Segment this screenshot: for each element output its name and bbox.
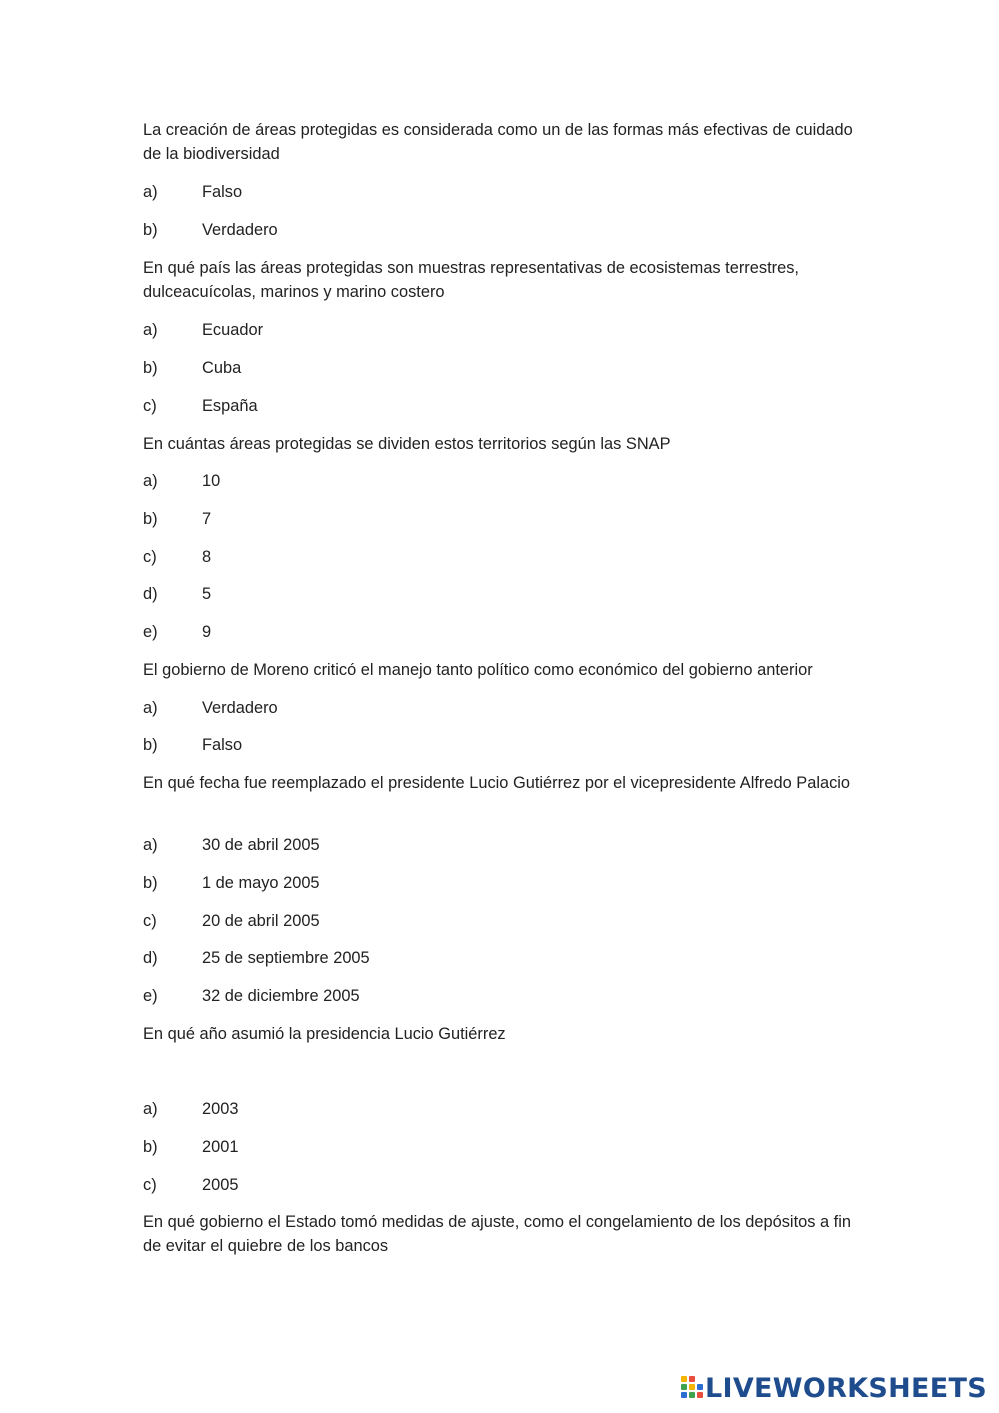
- option-letter: e): [143, 987, 158, 1005]
- question-6-option-c[interactable]: [143, 1173, 863, 1197]
- option-letter: d): [143, 585, 158, 603]
- option-text: 2005: [202, 1176, 239, 1194]
- question-3-text: En cuántas áreas protegidas se dividen estos territorios según las SNAP: [143, 435, 671, 453]
- option-text: 7: [202, 510, 212, 528]
- option-letter: b): [143, 736, 158, 754]
- option-letter: e): [143, 623, 158, 641]
- question-4-option-a[interactable]: [143, 696, 863, 720]
- option-letter: a): [143, 836, 158, 854]
- question-3-option-e[interactable]: [143, 620, 863, 644]
- option-text: 30 de abril 2005: [202, 836, 320, 854]
- option-text: Verdadero: [202, 699, 278, 717]
- option-text: Ecuador: [202, 321, 264, 339]
- option-text: Falso: [202, 736, 243, 754]
- question-3-option-a[interactable]: [143, 469, 863, 493]
- question-2-text: En qué país las áreas protegidas son muestras representativas de ecosistemas terrestres, dulceacuícolas, marinos y marino costero: [143, 259, 799, 301]
- option-letter: d): [143, 949, 158, 967]
- option-letter: c): [143, 1176, 157, 1194]
- question-5-option-b[interactable]: [143, 871, 863, 895]
- question-5-option-e[interactable]: [143, 984, 863, 1008]
- question-5-option-d[interactable]: [143, 946, 863, 970]
- question-2-option-a[interactable]: [143, 318, 863, 342]
- option-letter: b): [143, 359, 158, 377]
- option-letter: a): [143, 321, 158, 339]
- option-letter: a): [143, 699, 158, 717]
- option-text: Verdadero: [202, 221, 278, 239]
- option-text: España: [202, 397, 258, 415]
- question-5-option-a[interactable]: [143, 833, 863, 857]
- question-1-text: La creación de áreas protegidas es considerada como un de las formas más efectivas de cuidado de la biodiversidad: [143, 121, 853, 163]
- question-6-text: En qué año asumió la presidencia Lucio Gutiérrez: [143, 1025, 506, 1043]
- question-6-option-b[interactable]: [143, 1135, 863, 1159]
- option-text: 32 de diciembre 2005: [202, 987, 360, 1005]
- option-text: 2001: [202, 1138, 239, 1156]
- question-2-option-b[interactable]: [143, 356, 863, 380]
- option-letter: c): [143, 912, 157, 930]
- brand-name: LIVEWORKSHEETS: [704, 1372, 987, 1404]
- option-text: Falso: [202, 183, 243, 201]
- option-letter: b): [143, 874, 158, 892]
- option-text: 2003: [202, 1100, 239, 1118]
- option-text: 25 de septiembre 2005: [202, 949, 370, 967]
- option-letter: b): [143, 221, 158, 239]
- option-letter: c): [143, 397, 157, 415]
- question-5-text: En qué fecha fue reemplazado el presidente Lucio Gutiérrez por el vicepresidente Alfredo Palacio: [143, 774, 851, 792]
- option-text: Cuba: [202, 359, 242, 377]
- question-3-option-b[interactable]: [143, 507, 863, 531]
- option-text: 8: [202, 548, 212, 566]
- option-letter: a): [143, 1100, 158, 1118]
- question-4-text: El gobierno de Moreno criticó el manejo tanto político como económico del gobierno anterior: [143, 661, 813, 679]
- option-letter: b): [143, 510, 158, 528]
- liveworksheets-brand[interactable]: [681, 1373, 987, 1403]
- option-letter: c): [143, 548, 157, 566]
- question-7-text: En qué gobierno el Estado tomó medidas de ajuste, como el congelamiento de los depósitos a fin de evitar el quiebre de los bancos: [143, 1213, 851, 1255]
- question-4-option-b[interactable]: [143, 733, 863, 757]
- option-letter: b): [143, 1138, 158, 1156]
- option-text: 1 de mayo 2005: [202, 874, 320, 892]
- option-letter: a): [143, 183, 158, 201]
- option-text: 5: [202, 585, 212, 603]
- question-3-option-d[interactable]: [143, 582, 863, 606]
- question-3-option-c[interactable]: [143, 545, 863, 569]
- liveworksheets-logo-icon: [681, 1375, 703, 1401]
- question-1-option-a[interactable]: [143, 180, 863, 204]
- option-text: 9: [202, 623, 212, 641]
- option-text: 10: [202, 472, 221, 490]
- option-letter: a): [143, 472, 158, 490]
- question-5-option-c[interactable]: [143, 909, 863, 933]
- question-1-option-b[interactable]: [143, 218, 863, 242]
- option-text: 20 de abril 2005: [202, 912, 320, 930]
- question-6-option-a[interactable]: [143, 1097, 863, 1121]
- question-2-option-c[interactable]: [143, 394, 863, 418]
